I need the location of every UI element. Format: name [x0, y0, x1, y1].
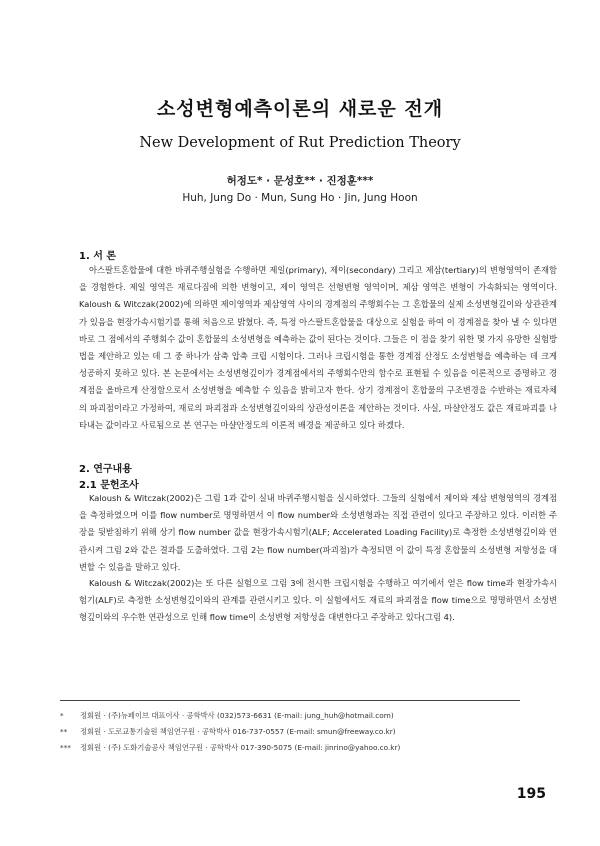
paper-title-korean: 소성변형예측이론의 새로운 전개	[156, 98, 444, 120]
footnote-marker: *	[60, 711, 64, 720]
paper-title-english: New Development of Rut Prediction Theory	[139, 135, 461, 151]
page-number: 195	[516, 786, 546, 802]
footnote-author-2	[60, 727, 396, 737]
footnote-text: 정회원 · (주) 도화기술공사 책임연구원 · 공학박사 017-390-5075 (E-mail: jinrino@yahoo.co.kr)	[80, 743, 401, 752]
section-2-heading: 2. 연구내용	[79, 464, 132, 475]
footnote-divider	[60, 700, 520, 701]
footnote-author-3	[60, 743, 400, 753]
footnote-marker: ***	[60, 743, 71, 752]
authors-korean: 허정도* · 문성호** · 진정훈***	[226, 175, 374, 187]
footnote-text: 정회원 · (주)뉴페이브 대표이사 · 공학박사 (032)573-6631 (E-mail: jung_huh@hotmail.com)	[80, 711, 394, 720]
footnote-author-1	[60, 711, 394, 721]
footnote-text: 정회원 · 도로교통기술원 책임연구원 · 공학박사 016-737-0557 (E-mail: smun@freeway.co.kr)	[80, 727, 396, 736]
authors-english: Huh, Jung Do · Mun, Sung Ho · Jin, Jung Hoon	[182, 192, 418, 204]
literature-review-paragraph-1: Kaloush & Witczak(2002)은 그림 1과 같이 실내 바퀴주행시험을 실시하였다. 그들의 실험에서 제이와 제삼 변형영역의 경계점을 측정하였으며 이를 flow number로 명명하면서 이 flow number와 소성변형과는 직접 관련이 있다고 주장하고 있다. 이러한 주장을 뒷받침하기 위해 상기 flow number 값을 현장가속시험기(ALF; Accelerated Loading Facility)로 측정한 소성변형깊이와 연관시켜 그림 2와 같은 결과를 도출하였다. 그림 2는 flow number(파괴점)가 측정되면 이 값이 특정 혼합물의 소성변형 저항성을 대변할 수 있음을 말하고 있다.	[79, 493, 557, 572]
introduction-paragraph: 아스팔트혼합물에 대한 바퀴주행실험을 수행하면 제일(primary), 제이(secondary) 그리고 제삼(tertiary)의 변형영역이 존재함을 경험한다. 제일 영역은 재료다짐에 의한 변형이고, 제이 영역은 선형변형 영역이며, 제삼 영역은 변형이 가속화되는 영역이다. Kaloush & Witczak(2002)에 의하면 제이영역과 제삼영역 사이의 경계점의 주행회수는 그 혼합물의 실제 소성변형깊이와 상관관계가 있음을 현장가속시험기를 통해 처음으로 밝혔다. 즉, 특정 아스팔트혼합물을 대상으로 실험을 하여 이 경계점을 찾아 낼 수 있다면 바로 그 점에서의 주행회수 값이 혼합물의 소성변형을 예측하는 값이 된다는 것이다. 그들은 이 점을 찾기 위한 몇 가지 유망한 실험방법을 제안하고 있는 데 그 중 하나가 삼축 압축 크립 시험이다. 그러나 크립시험을 통한 경계점 산정도 소성변형을 예측하는 데 크게 성공하지 못하고 있다. 본 논문에서는 소성변형깊이가 경계점에서의 주행회수만의 함수로 표현될 수 있음을 이론적으로 증명하고 경계점을 올바르게 산정함으로서 소성변형을 예측할 수 있음을 밝히고자 한다. 상기 경계점이 혼합물의 구조변경을 수반하는 재료자체의 파괴점이라고 가정하여, 재료의 파괴점과 소성변형깊이와의 상관성이론을 제안하는 것이다. 사실, 마샬안정도 값은 재료파괴를 나타내는 값이라고 사료됨으로 본 연구는 마샬안정도의 이론적 배경을 제공하고 있다 하겠다.	[79, 265, 557, 430]
literature-review-paragraph-2: Kaloush & Witczak(2002)는 또 다른 실험으로 그림 3에 전시한 크립시험을 수행하고 여기에서 얻은 flow time과 현장가속시험기(ALF)로 측정한 소성변형깊이와의 관계를 관련시키고 있다. 이 실험에서도 재료의 파괴점을 flow time으로 명명하면서 소성변형깊이와의 우수한 연관성으로 인해 flow time이 소성변형 저항성을 대변한다고 주장하고 있다(그림 4).	[79, 578, 557, 623]
subsection-2-1-heading: 2.1 문헌조사	[79, 480, 139, 491]
footnote-marker: **	[60, 727, 68, 736]
section-1-heading: 1. 서 론	[79, 251, 117, 262]
